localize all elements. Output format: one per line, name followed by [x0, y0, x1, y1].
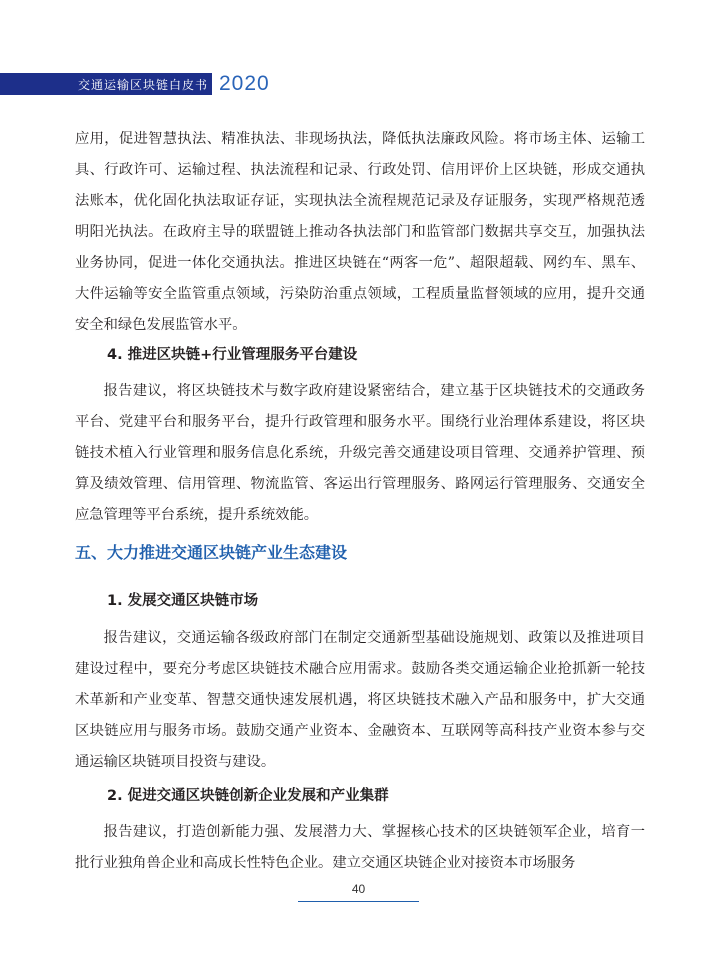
- paragraph-law-enforcement: 应用，促进智慧执法、精准执法、非现场执法，降低执法廉政风险。将市场主体、运输工具、行政许可、运输过程、执法流程和记录、行政处罚、信用评价上区块链，形成交通执法账本，优化固化执法取证存证，实现执法全流程规范记录及存证服务，实现严格规范透明阳光执法。在政府主导的联盟链上推动各执法部门和监管部门数据共享交互，加强执法业务协同，促进一体化交通执法。推进区块链在“两客一危”、超限超载、网约车、黑车、大件运输等安全监管重点领域，污染防治重点领域，工程质量监督领域的应用，提升交通安全和绿色发展监管水平。: [75, 131, 645, 333]
- paragraph-enterprise: 报告建议，打造创新能力强、发展潜力大、掌握核心技术的区块链领军企业，培育一批行业独角兽企业和高成长性特色企业。建立交通区块链企业对接资本市场服务: [75, 824, 645, 871]
- subheading-2: 2. 促进交通区块链创新企业发展和产业集群: [107, 788, 389, 804]
- footer-divider: [298, 901, 419, 902]
- page-number: 40: [351, 882, 366, 896]
- document-year: 2020: [219, 72, 270, 95]
- paragraph-market: 报告建议，交通运输各级政府部门在制定交通新型基础设施规划、政策以及推进项目建设过程中，要充分考虑区块链技术融合应用需求。鼓励各类交通运输企业抢抓新一轮技术革新和产业变革、智慧交通快速发展机遇，将区块链技术融入产品和服务中，扩大交通区块链应用与服务市场。鼓励交通产业资本、金融资本、互联网等高科技产业资本参与交通运输区块链项目投资与建设。: [75, 630, 645, 770]
- subheading-4: 4. 推进区块链+行业管理服务平台建设: [107, 347, 358, 363]
- section-heading-5: 五、大力推进交通区块链产业生态建设: [75, 543, 348, 562]
- subheading-1: 1. 发展交通区块链市场: [107, 593, 259, 609]
- document-title: 交通运输区块链白皮书: [78, 78, 209, 92]
- paragraph-management-platform: 报告建议，将区块链技术与数字政府建设紧密结合，建立基于区块链技术的交通政务平台、党建平台和服务平台，提升行政管理和服务水平。围绕行业治理体系建设，将区块链技术植入行业管理和服务信息化系统，升级完善交通建设项目管理、交通养护管理、预算及绩效管理、信用管理、物流监管、客运出行管理服务、路网运行管理服务、交通安全应急管理等平台系统，提升系统效能。: [75, 383, 645, 523]
